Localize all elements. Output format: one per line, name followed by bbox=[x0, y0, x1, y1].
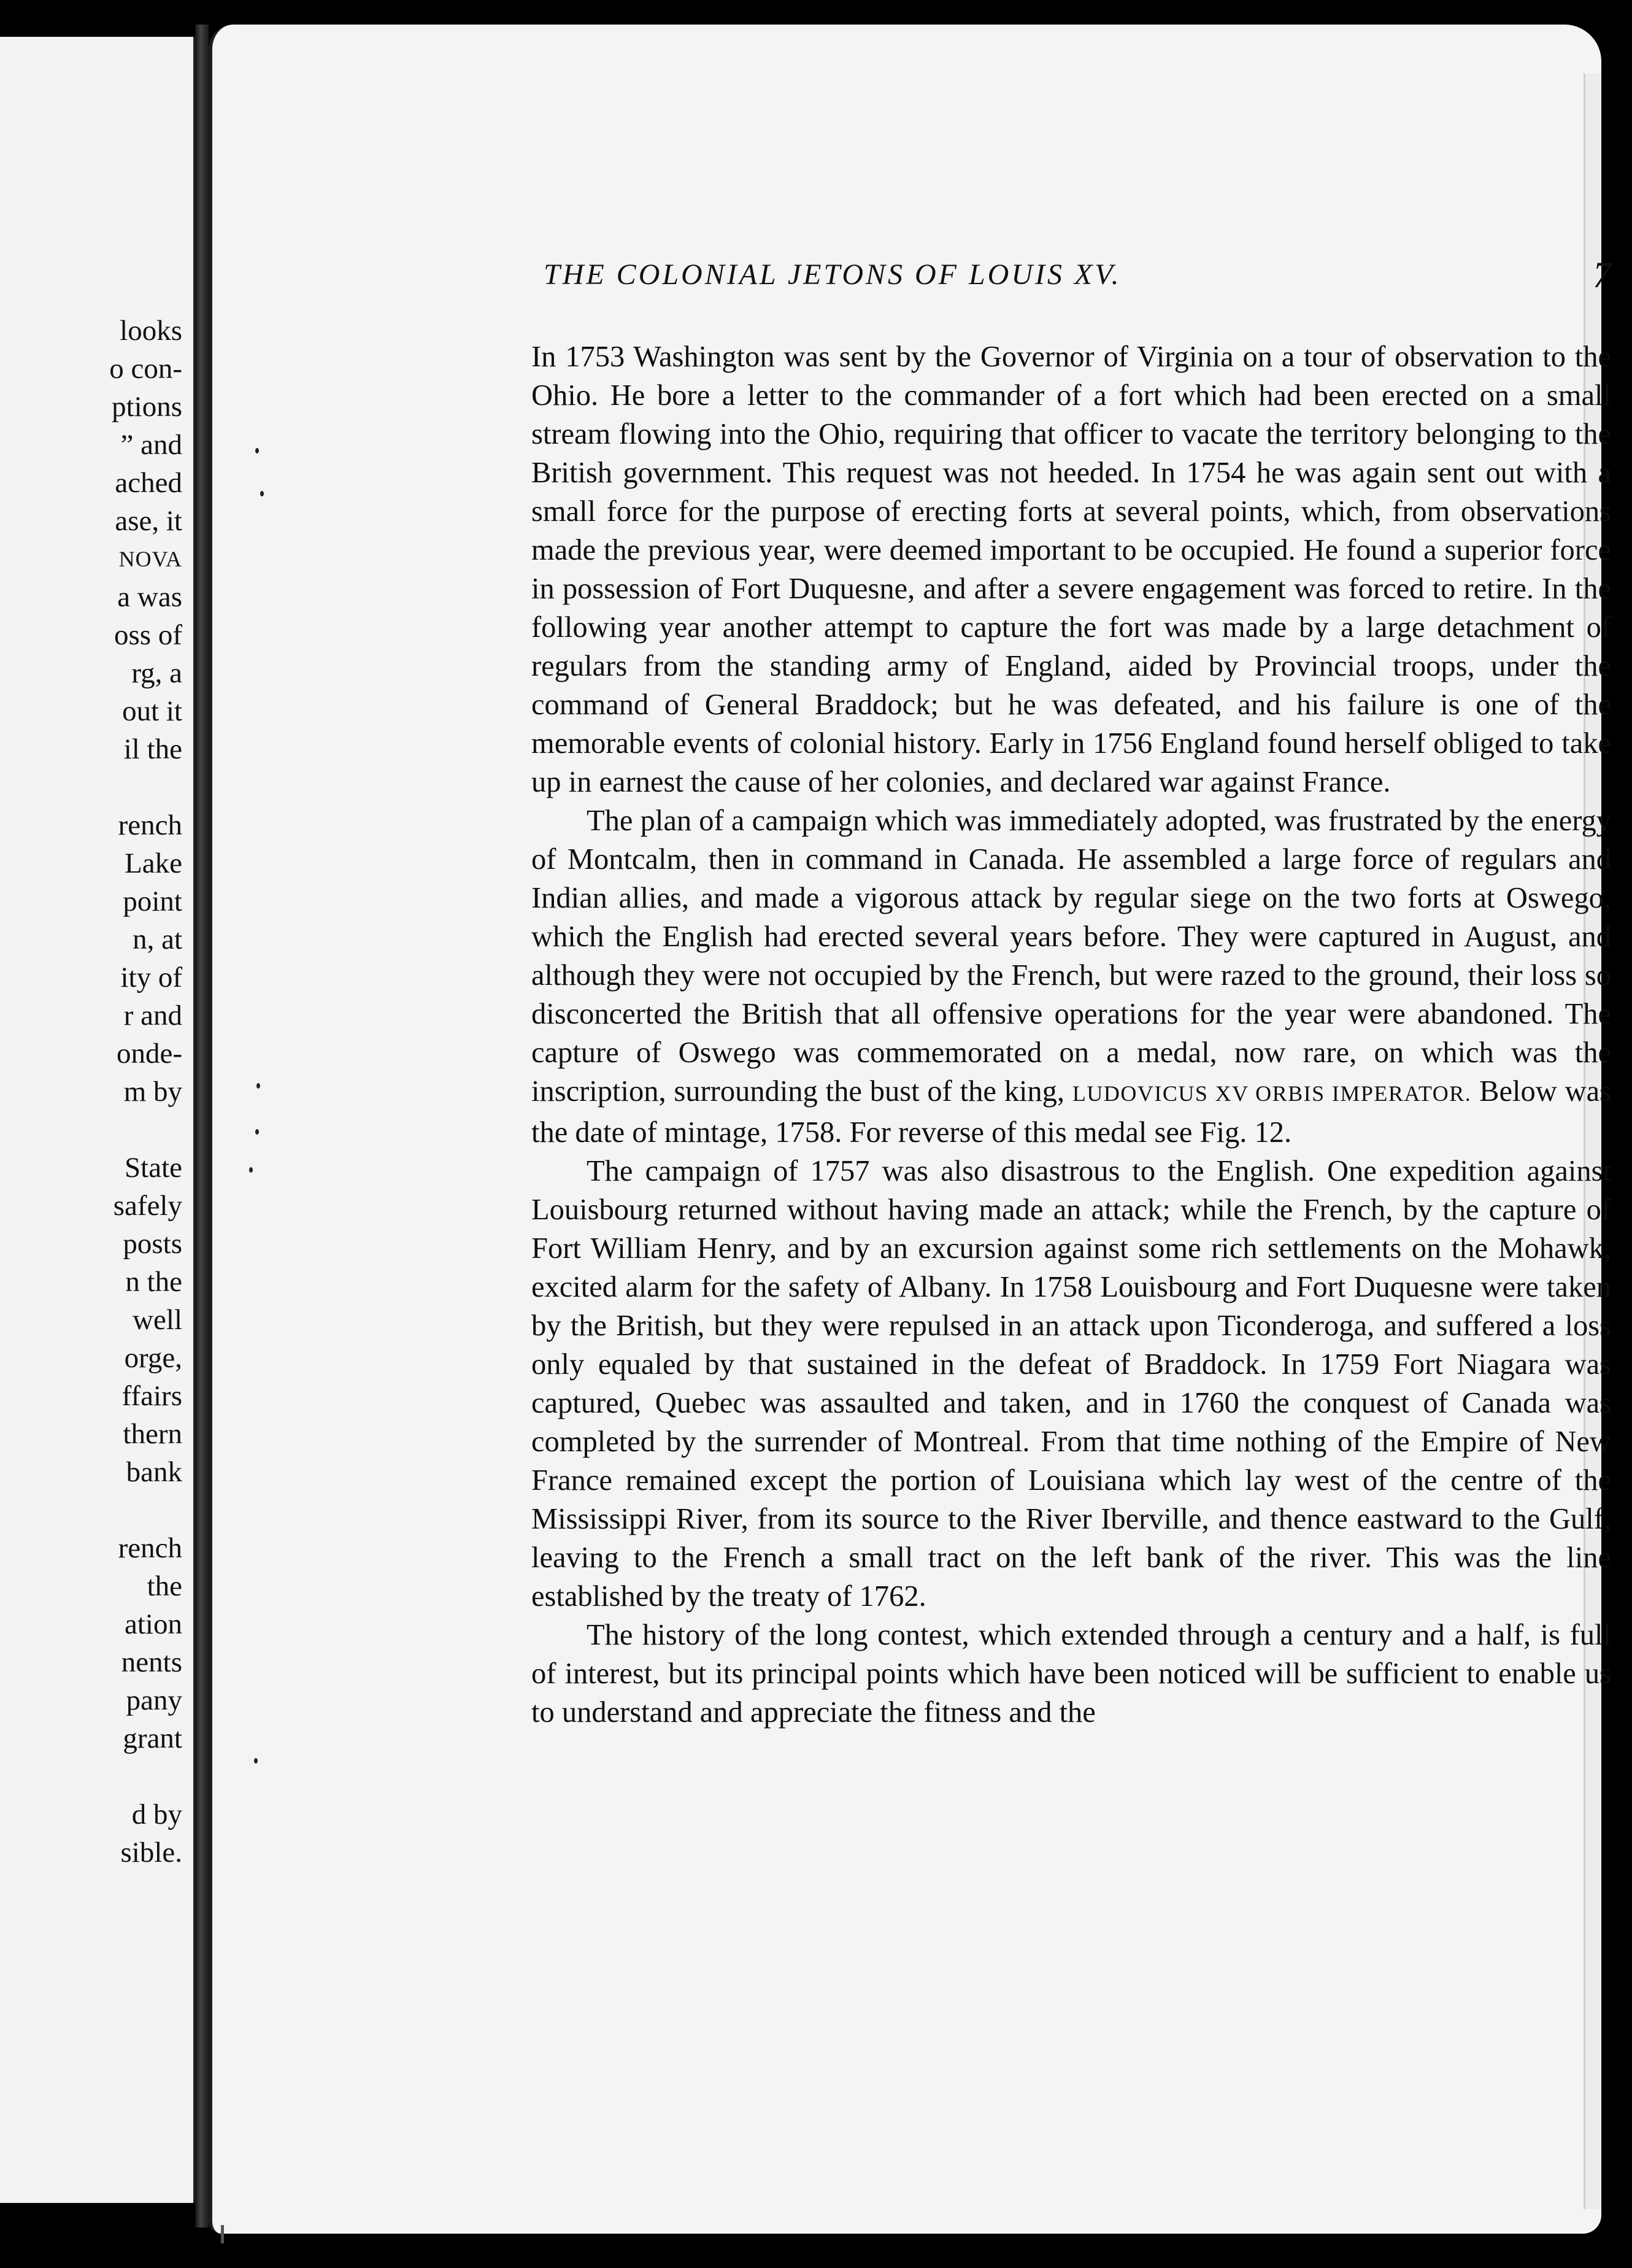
previous-page-fragment-line: sible. bbox=[120, 1837, 182, 1869]
previous-page-gap bbox=[109, 1491, 182, 1529]
paragraph bbox=[531, 801, 1611, 1152]
margin-speck bbox=[255, 1129, 259, 1135]
previous-page-fragment-line: rg, a bbox=[131, 657, 182, 689]
margin-speck bbox=[260, 491, 264, 496]
paragraph: In 1753 Washington was sent by the Governor of Virginia on a tour of observation to the Ohio. He bore a letter to the commander of a fort which had been erected on a small stream flowing into the Ohio, requiring that officer to vacate the territory belonging to the British government. This request was not heeded. In 1754 he was again sent out with a small force for the purpose of erecting forts at several points, which, from observations made the previous year, were deemed important to be occupied. He found a superior force in possession of Fort Duquesne, and after a severe engagement was forced to retire. In the following year another attempt to capture the fort was made by a large detachment of regulars from the standing army of England, aided by Provincial troops, under the command of General Braddock; but he was defeated, and his failure is one of the memorable events of colonial history. Early in 1756 England found herself obliged to take up in earnest the cause of her colonies, and declared war against France. bbox=[531, 341, 1611, 798]
previous-page-fragment-line: Lake bbox=[125, 847, 182, 879]
previous-page-fragment-line: r and bbox=[123, 1000, 182, 1032]
previous-page-fragment-line: ” and bbox=[120, 429, 182, 461]
previous-page-line-ends bbox=[109, 312, 182, 1872]
page bbox=[209, 25, 1612, 2234]
previous-page-fragment-line: ached bbox=[115, 467, 182, 499]
page-number: 7 bbox=[1593, 255, 1611, 295]
previous-page-fragment-line: pany bbox=[126, 1684, 182, 1716]
running-title: THE COLONIAL JETONS OF LOUIS XV. bbox=[544, 258, 1122, 291]
paragraph: The history of the long contest, which extended through a century and a half, is full of interest, but its principal points which have been noticed will be sufficient to enable us to understand and appreciate the fitness and the bbox=[531, 1619, 1611, 1729]
previous-page-fragment-line: out it bbox=[122, 695, 182, 727]
previous-page-fragment-line: onde- bbox=[116, 1038, 182, 1070]
book-gutter bbox=[195, 25, 209, 2228]
page-header bbox=[544, 255, 1611, 301]
previous-page-fragment bbox=[0, 37, 196, 2203]
previous-page-fragment-line: orge, bbox=[124, 1342, 182, 1374]
previous-page-fragment-line: thern bbox=[123, 1418, 182, 1450]
previous-page-fragment-line: n the bbox=[125, 1266, 182, 1298]
previous-page-fragment-line: rench bbox=[118, 1532, 182, 1564]
previous-page-fragment-line: NOVA bbox=[118, 547, 182, 571]
previous-page-fragment-line: well bbox=[133, 1304, 182, 1336]
previous-page-gap bbox=[109, 1111, 182, 1149]
scan-artifact bbox=[221, 2225, 224, 2243]
margin-speck bbox=[249, 1167, 253, 1173]
previous-page-fragment-line: ffairs bbox=[121, 1380, 182, 1412]
paragraph-text: The plan of a campaign which was immediately adopted, was frustrated by the energy of Montcalm, then in command in Canada. He assembled a large force of regulars and Indian allies, and made a vigorous attack by regular siege on the two forts at Oswego, which the English had erected several years before. They were captured in August, and although they were not occupied by the French, but were razed to the ground, their loss so disconcerted the British that all offensive operations for the year were abandoned. The capture of Oswego was commemorated on a medal, now rare, on which was the inscription, surrounding the bust of the king, bbox=[531, 804, 1611, 1108]
previous-page-fragment-line: grant bbox=[123, 1722, 182, 1754]
previous-page-gap bbox=[109, 1757, 182, 1796]
previous-page-fragment-line: oss of bbox=[114, 619, 182, 651]
margin-speck bbox=[256, 1083, 260, 1089]
previous-page-fragment-line: the bbox=[147, 1570, 182, 1602]
previous-page-fragment-line: a was bbox=[117, 581, 182, 613]
previous-page-fragment-line: ase, it bbox=[115, 505, 182, 537]
previous-page-fragment-line: d by bbox=[131, 1799, 182, 1830]
medal-inscription: LUDOVICUS XV ORBIS IMPERATOR. bbox=[1072, 1081, 1472, 1106]
previous-page-fragment-line: point bbox=[123, 885, 182, 917]
previous-page-fragment-line: ity of bbox=[120, 962, 182, 993]
previous-page-fragment-line: o con- bbox=[109, 353, 182, 385]
paragraph-text: Below was the date of mintage, 1758. For reverse of this medal see Fig. 12. bbox=[531, 1075, 1612, 1149]
body-text bbox=[531, 338, 1611, 1732]
previous-page-fragment-line: il the bbox=[123, 733, 182, 765]
margin-speck bbox=[255, 448, 259, 453]
paragraph: The campaign of 1757 was also disastrous to the English. One expedition against Louisbourg returned without having made an attack; while the French, by the capture of Fort William Henry, and by an excursion against some rich settlements on the Mohawk, excited alarm for the safety of Albany. In 1758 Louisbourg and Fort Duquesne were taken by the British, but they were repulsed in an attack upon Ticonderoga, and suffered a loss only equaled by that sustained in the defeat of Braddock. In 1759 Fort Niagara was captured, Quebec was assaulted and taken, and in 1760 the conquest of Canada was completed by the surrender of Montreal. From that time nothing of the Empire of New France remained except the portion of Louisiana which lay west of the centre of the Mississippi River, from its source to the River Iberville, and thence eastward to the Gulf, leaving to the French a small tract on the left bank of the river. This was the line established by the treaty of 1762. bbox=[531, 1155, 1611, 1613]
previous-page-fragment-line: looks bbox=[120, 315, 182, 347]
previous-page-fragment-line: nents bbox=[121, 1646, 182, 1678]
previous-page-fragment-line: State bbox=[125, 1152, 182, 1184]
previous-page-fragment-line: ptions bbox=[112, 391, 182, 423]
previous-page-fragment-line: ation bbox=[125, 1608, 182, 1640]
previous-page-fragment-line: safely bbox=[113, 1190, 182, 1222]
previous-page-fragment-line: rench bbox=[118, 809, 182, 841]
margin-speck bbox=[254, 1758, 258, 1764]
previous-page-fragment-line: m by bbox=[123, 1076, 182, 1108]
previous-page-gap bbox=[109, 768, 182, 806]
previous-page-fragment-line: n, at bbox=[133, 924, 182, 955]
previous-page-fragment-line: posts bbox=[123, 1228, 182, 1260]
previous-page-fragment-line: bank bbox=[126, 1456, 182, 1488]
